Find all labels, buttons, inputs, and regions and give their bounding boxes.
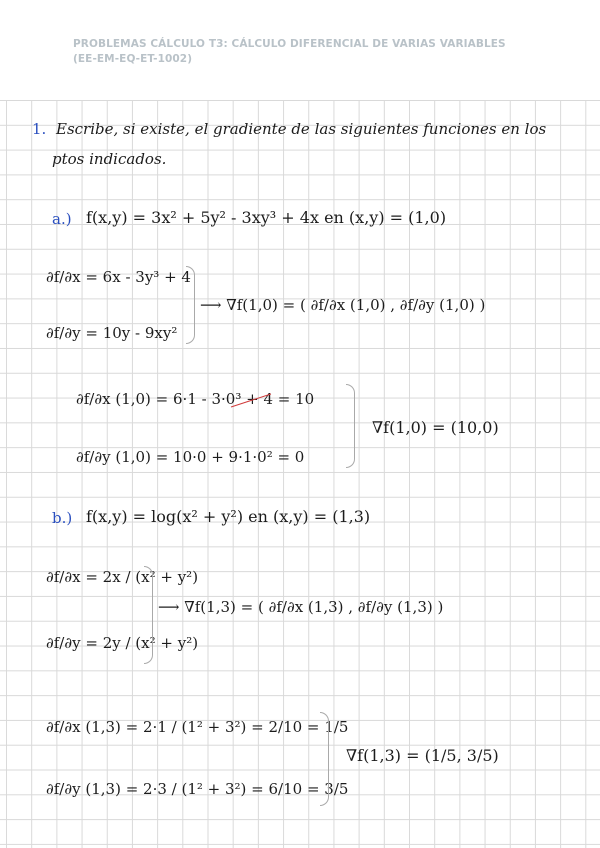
part-b-result: ∇f(1,3) = (1/5, 3/5) bbox=[346, 746, 499, 765]
part-b-eval-y: ∂f/∂y (1,3) = 2·3 / (1² + 3²) = 6/10 = 3/5 bbox=[46, 780, 349, 798]
part-a-result: ∇f(1,0) = (10,0) bbox=[372, 418, 499, 437]
part-b-eval-x: ∂f/∂x (1,3) = 2·1 / (1² + 3²) = 2/10 = 1/5 bbox=[46, 718, 349, 736]
part-a-label: a.) bbox=[52, 210, 72, 228]
header-title-line2: (EE-EM-EQ-ET-1002) bbox=[73, 53, 193, 65]
part-b-gradient-expression: ⟶ ∇f(1,3) = ( ∂f/∂x (1,3) , ∂f/∂y (1,3) ) bbox=[158, 598, 444, 616]
part-a-partial-y: ∂f/∂y = 10y - 9xy² bbox=[46, 324, 178, 342]
part-b-partial-x: ∂f/∂x = 2x / (x² + y²) bbox=[46, 568, 199, 586]
problem-statement-line2: ptos indicados. bbox=[52, 150, 167, 168]
problem-statement-line1: Escribe, si existe, el gradiente de las siguientes funciones en los bbox=[56, 120, 547, 138]
header-title-line1: PROBLEMAS CÁLCULO T3: CÁLCULO DIFERENCIAL DE VARIAS VARIABLES bbox=[73, 38, 506, 50]
part-b-label: b.) bbox=[52, 509, 73, 527]
part-b-function: f(x,y) = log(x² + y²) en (x,y) = (1,3) bbox=[86, 507, 371, 526]
part-a-eval-x: ∂f/∂x (1,0) = 6·1 - 3·0³ + 4 = 10 bbox=[76, 390, 315, 408]
document-header bbox=[73, 37, 543, 67]
part-b-partial-y: ∂f/∂y = 2y / (x² + y²) bbox=[46, 634, 199, 652]
problem-number: 1. bbox=[32, 120, 47, 138]
part-a-eval-y: ∂f/∂y (1,0) = 10·0 + 9·1·0² = 0 bbox=[76, 448, 305, 466]
part-a-gradient-expression: ⟶ ∇f(1,0) = ( ∂f/∂x (1,0) , ∂f/∂y (1,0) ) bbox=[200, 296, 486, 314]
part-a-function: f(x,y) = 3x² + 5y² - 3xy³ + 4x en (x,y) = (1,0) bbox=[86, 208, 447, 227]
part-b-brace-2 bbox=[320, 712, 329, 806]
part-b-brace-1 bbox=[144, 566, 153, 664]
part-a-partial-x: ∂f/∂x = 6x - 3y³ + 4 bbox=[46, 268, 191, 286]
part-a-brace-2 bbox=[346, 384, 355, 468]
part-a-brace-1 bbox=[186, 266, 195, 344]
